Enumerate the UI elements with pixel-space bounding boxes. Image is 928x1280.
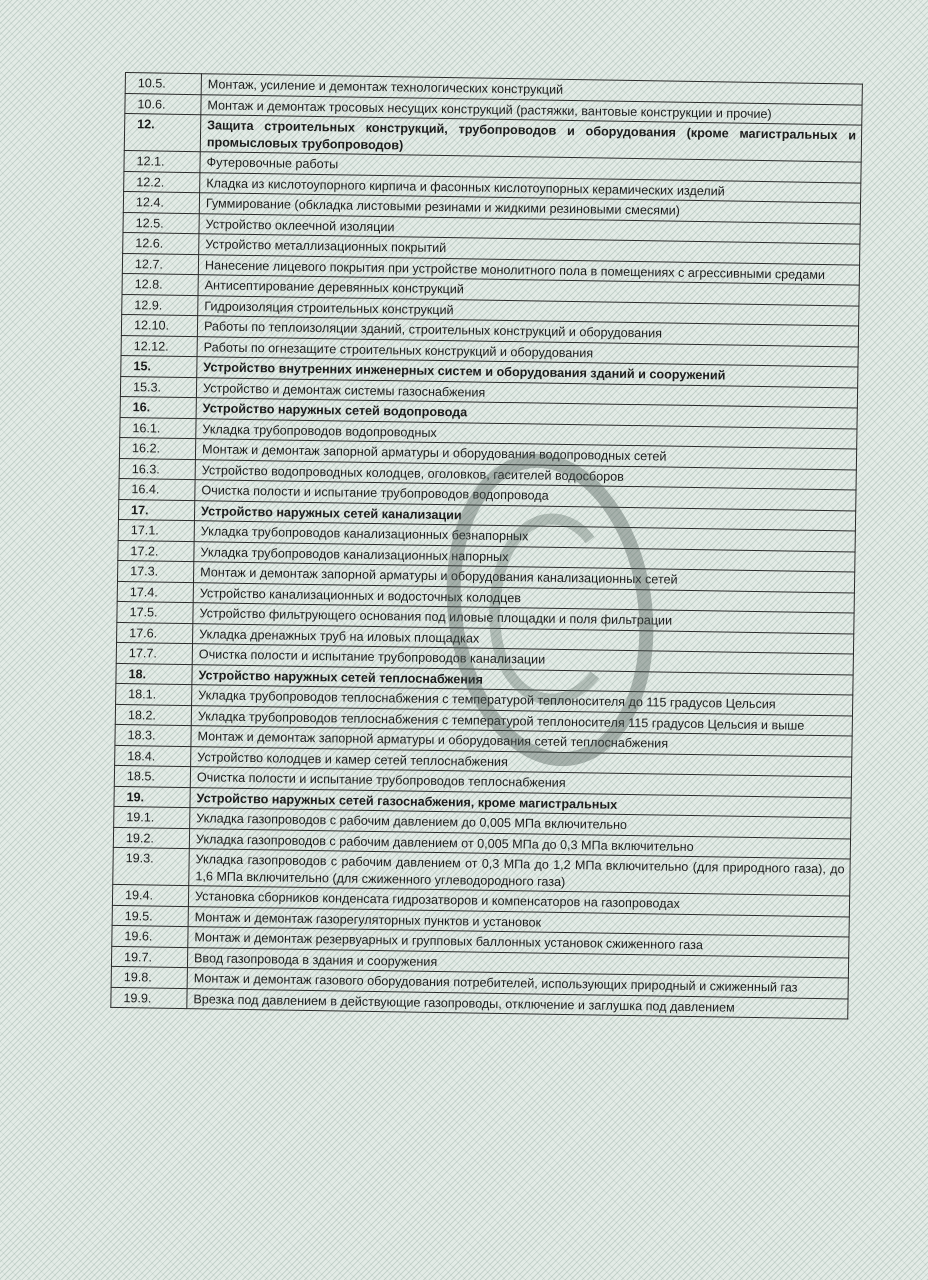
row-number: 12.7.: [122, 253, 198, 275]
row-text: Укладка трубопроводов канализационных напорных: [194, 541, 855, 572]
row-text: Монтаж и демонтаж резервуарных и групповых баллонных установок сжиженного газа: [188, 927, 849, 958]
row-text: Монтаж и демонтаж газового оборудования потребителей, использующих природный и сжиженный газ: [187, 968, 848, 999]
row-number: 19.4.: [112, 884, 188, 906]
row-text: Установка сборников конденсата гидрозатворов и компенсаторов на газопроводах: [188, 886, 849, 917]
row-text: Устройство оклеечной изоляции: [199, 213, 860, 244]
row-number: 15.3.: [120, 376, 196, 398]
row-number: 16.1.: [120, 417, 196, 439]
row-number: 18.: [116, 663, 192, 685]
row-text: Устройство наружных сетей канализации: [194, 500, 855, 531]
row-text: Монтаж и демонтаж запорной арматуры и оборудования водопроводных сетей: [195, 439, 856, 470]
row-number: 17.2.: [118, 540, 194, 562]
row-text: Укладка трубопроводов теплоснабжения с температурой теплоносителя 115 градусов Цельсия и выше: [191, 705, 852, 736]
row-number: 16.2.: [119, 437, 195, 459]
row-number: 19.: [114, 786, 190, 808]
row-number: 17.3.: [118, 560, 194, 582]
row-number: 16.4.: [119, 478, 195, 500]
row-text: Укладка газопроводов с рабочим давлением до 0,005 МПа включительно: [190, 808, 851, 839]
row-number: 12.1.: [124, 150, 200, 172]
row-text: Устройство внутренних инженерных систем и оборудования зданий и сооружений: [197, 357, 858, 388]
row-number: 19.5.: [112, 905, 188, 927]
row-number: 19.8.: [111, 966, 187, 988]
row-text: Устройство наружных сетей теплоснабжения: [192, 664, 853, 695]
row-text: Устройство и демонтаж системы газоснабжения: [196, 377, 857, 408]
row-text: Монтаж и демонтаж запорной арматуры и оборудования канализационных сетей: [193, 562, 854, 593]
row-number: 18.5.: [114, 765, 190, 787]
row-number: 16.3.: [119, 458, 195, 480]
row-text: Устройство водопроводных колодцев, оголовков, гасителей водосборов: [195, 459, 856, 490]
row-text: Монтаж и демонтаж газорегуляторных пунктов и установок: [188, 906, 849, 937]
row-number: 15.: [121, 355, 197, 377]
row-number: 19.1.: [114, 806, 190, 828]
row-number: 17.4.: [117, 581, 193, 603]
row-text: Кладка из кислотоупорного кирпича и фасонных кислотоупорных керамических изделий: [200, 172, 861, 203]
works-table: [110, 72, 863, 1019]
row-number: 19.9.: [111, 987, 187, 1009]
row-text: Очистка полости и испытание трубопроводов водопровода: [195, 480, 856, 511]
row-number: 18.4.: [115, 745, 191, 767]
row-number: 12.: [124, 114, 201, 152]
row-text: Работы по теплоизоляции зданий, строительных конструкций и оборудования: [197, 316, 858, 347]
row-text: Укладка газопроводов с рабочим давлением от 0,005 МПа до 0,3 МПа включительно: [189, 828, 850, 859]
document-sheet: [110, 72, 863, 1019]
row-number: 16.: [120, 396, 196, 418]
row-text: Очистка полости и испытание трубопроводов канализации: [192, 644, 853, 675]
row-number: 12.5.: [123, 212, 199, 234]
row-text: Очистка полости и испытание трубопроводов теплоснабжения: [190, 767, 851, 798]
row-number: 12.8.: [122, 273, 198, 295]
row-number: 17.: [118, 499, 194, 521]
row-text: Антисептирование деревянных конструкций: [198, 275, 859, 306]
row-text: Укладка трубопроводов теплоснабжения с температурой теплоносителя до 115 градусов Цельсия: [192, 685, 853, 716]
row-number: 19.6.: [112, 925, 188, 947]
row-text: Футеровочные работы: [200, 152, 861, 183]
row-text: Гуммирование (обкладка листовыми резинами и жидкими резиновыми смесями): [199, 193, 860, 224]
row-text: Устройство колодцев и камер сетей теплоснабжения: [191, 746, 852, 777]
row-number: 18.2.: [115, 704, 191, 726]
row-number: 12.4.: [123, 191, 199, 213]
row-number: 18.1.: [116, 683, 192, 705]
row-number: 17.1.: [118, 519, 194, 541]
row-text: Укладка дренажных труб на иловых площадках: [193, 623, 854, 654]
row-text: Монтаж и демонтаж запорной арматуры и оборудования сетей теплоснабжения: [191, 726, 852, 757]
row-text: Устройство металлизационных покрытий: [199, 234, 860, 265]
row-text: Монтаж и демонтаж тросовых несущих конструкций (растяжки, вантовые конструкции и прочие): [201, 94, 862, 125]
row-text: Врезка под давлением в действующие газопроводы, отключение и заглушка под давлением: [187, 988, 848, 1019]
row-text: Устройство канализационных и водосточных колодцев: [193, 582, 854, 613]
row-number: 12.12.: [121, 335, 197, 357]
row-text: Устройство наружных сетей водопровода: [196, 398, 857, 429]
row-number: 19.7.: [111, 946, 187, 968]
row-number: 10.5.: [125, 73, 201, 95]
row-number: 10.6.: [125, 93, 201, 115]
row-text: Укладка газопроводов с рабочим давлением от 0,3 МПа до 1,2 МПа включительно (для природного газа), до 1,6 МПа включительно (для сжиженного углеводородного газа): [189, 849, 850, 896]
row-number: 17.6.: [117, 622, 193, 644]
row-number: 12.9.: [122, 294, 198, 316]
row-text: Ввод газопровода в здания и сооружения: [187, 947, 848, 978]
row-text: Работы по огнезащите строительных конструкций и оборудования: [197, 336, 858, 367]
row-text: Устройство фильтрующего основания под иловые площадки и поля фильтрации: [193, 603, 854, 634]
row-number: 12.6.: [123, 232, 199, 254]
row-text: Защита строительных конструкций, трубопроводов и оборудования (кроме магистральных и промысловых трубопроводов): [200, 115, 861, 162]
row-number: 17.7.: [116, 642, 192, 664]
row-text: Укладка трубопроводов канализационных безнапорных: [194, 521, 855, 552]
row-text: Укладка трубопроводов водопроводных: [196, 418, 857, 449]
works-table-body: [111, 73, 863, 1019]
row-text: Нанесение лицевого покрытия при устройстве монолитного пола в помещениях с агрессивными средами: [198, 254, 859, 285]
row-number: 17.5.: [117, 601, 193, 623]
row-number: 19.3.: [113, 847, 190, 885]
row-number: 19.2.: [113, 827, 189, 849]
row-number: 12.2.: [124, 171, 200, 193]
row-text: Устройство наружных сетей газоснабжения, кроме магистральных: [190, 787, 851, 818]
row-text: Монтаж, усиление и демонтаж технологических конструкций: [201, 74, 862, 105]
row-number: 18.3.: [115, 724, 191, 746]
row-number: 12.10.: [121, 314, 197, 336]
row-text: Гидроизоляция строительных конструкций: [198, 295, 859, 326]
